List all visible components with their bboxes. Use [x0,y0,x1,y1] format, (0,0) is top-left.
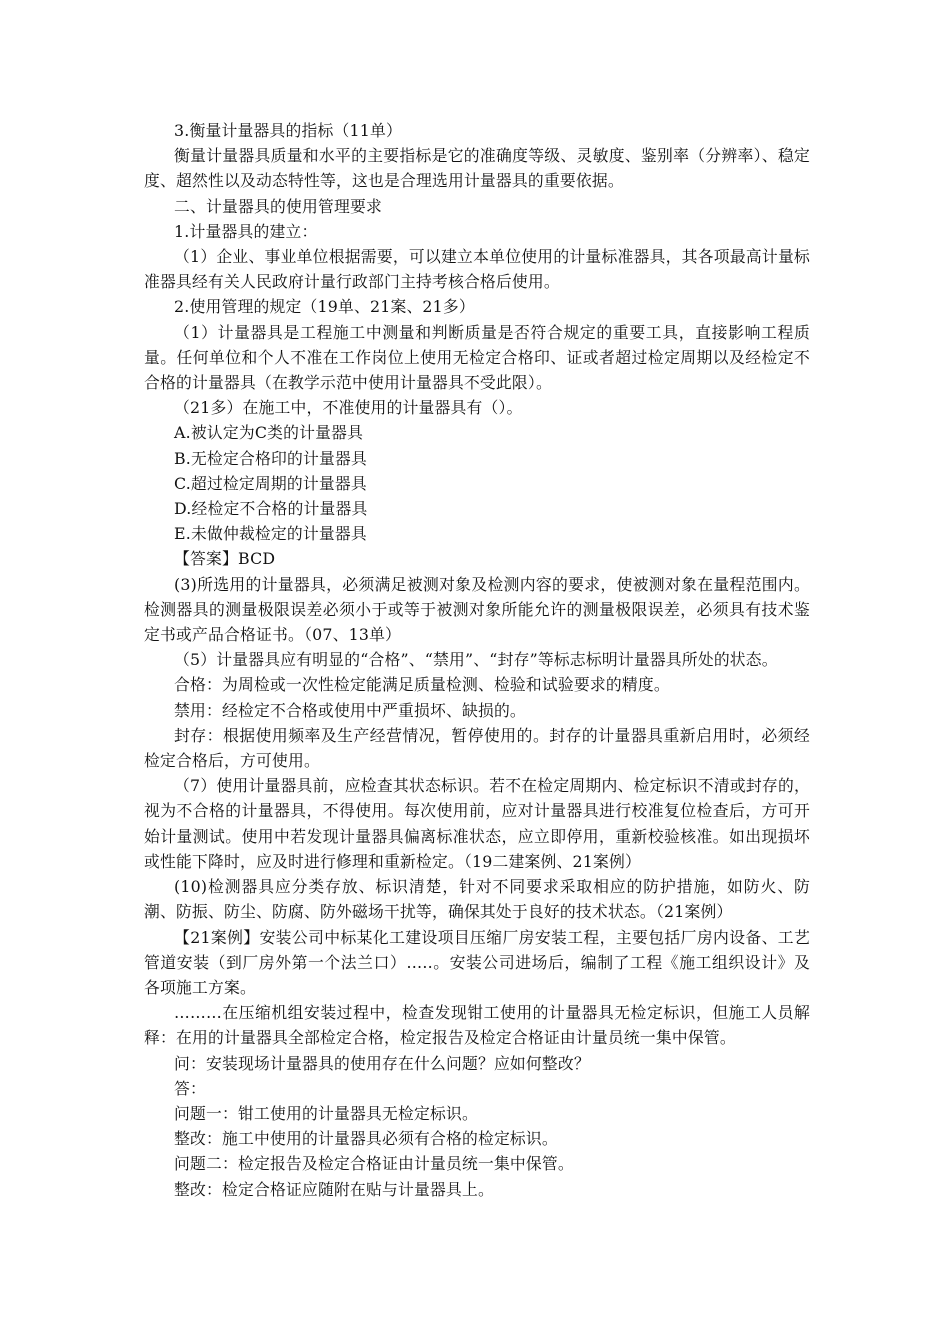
fix-one: 整改：施工中使用的计量器具必须有合格的检定标识。 [174,1129,558,1149]
paragraph-rule-3: (3)所选用的计量器具，必须满足被测对象及检测内容的要求，使被测对象在量程范围内。检测器具的测量极限误差必须小于或等于被测对象所能允许的测量极限误差，必须具有技术鉴定书或产品合格证书。（07、13单） [144,574,810,645]
case-detail: ………在压缩机组安装过程中，检查发现钳工使用的计量器具无检定标识，但施工人员解释：在用的计量器具全部检定合格，检定报告及检定合格证由计量员统一集中保管。 [144,1003,810,1048]
case-question: 问：安装现场计量器具的使用存在什么问题？应如何整改？ [174,1053,590,1073]
status-sealed: 封存：根据使用频率及生产经营情况，暂停使用的。封存的计量器具重新启用时，必须经检定合格后，方可使用。 [144,725,810,771]
option-a: A.被认定为C类的计量器具 [174,423,364,443]
paragraph-rule-1: （1）计量器具是工程施工中测量和判断质量是否符合规定的重要工具，直接影响工程质量。任何单位和个人不准在工作岗位上使用无检定合格印、证或者超过检定周期以及经检定不合格的计量器具（在教学示范中使用计量器具不受此限）。 [144,322,810,393]
status-disabled: 禁用：经检定不合格或使用中严重损坏、缺损的。 [174,700,526,720]
case-intro: 【21案例】安装公司中标某化工建设项目压缩厂房安装工程，主要包括厂房内设备、工艺管道安装（到厂房外第一个法兰口）…..。安装公司进场后，编制了工程《施工组织设计》及各项施工方案。 [144,927,810,997]
option-b: B.无检定合格印的计量器具 [174,448,367,468]
document-page [144,118,810,1202]
problem-one: 问题一：钳工使用的计量器具无检定标识。 [174,1103,478,1123]
answer: 【答案】BCD [174,549,276,569]
paragraph-establishment: （1）企业、事业单位根据需要，可以建立本单位使用的计量标准器具，其各项最高计量标准器具经有关人民政府计量行政部门主持考核合格后使用。 [144,247,810,292]
option-e: E.未做仲裁检定的计量器具 [174,524,367,544]
fix-two: 整改：检定合格证应随附在贴与计量器具上。 [174,1179,494,1199]
subheading-establishment: 1.计量器具的建立： [174,221,318,241]
paragraph-rule-10: (10)检测器具应分类存放、标识清楚，针对不同要求采取相应的防护措施，如防火、防潮、防振、防尘、防腐、防外磁场干扰等，确保其处于良好的技术状态。（21案例） [144,877,810,922]
option-c: C.超过检定周期的计量器具 [174,473,367,493]
status-qualified: 合格：为周检或一次性检定能满足质量检测、检验和试验要求的精度。 [174,675,670,695]
section-heading-indicators: 3.衡量计量器具的指标（11单） [174,121,402,140]
paragraph-rule-5: （5）计量器具应有明显的“合格”、“禁用”、“封存”等标志标明计量器具所处的状态。 [174,650,778,670]
question-stem: （21多）在施工中，不准使用的计量器具有（）。 [174,398,523,418]
paragraph-rule-7: （7）使用计量器具前，应检查其状态标识。若不在检定周期内、检定标识不清或封存的，视为不合格的计量器具，不得使用。每次使用前，应对计量器具进行校准复位检查后，方可开始计量测试。使用中若发现计量器具偏离标准状态，应立即停用，重新校验核准。如出现损坏或性能下降时，应及时进行修理和重新检定。（19二建案例、21案例） [144,776,810,871]
case-answer-label: 答： [174,1078,206,1098]
option-d: D.经检定不合格的计量器具 [174,499,368,519]
paragraph-indicators: 衡量计量器具质量和水平的主要指标是它的准确度等级、灵敏度、鉴别率（分辨率）、稳定度、超然性以及动态特性等，这也是合理选用计量器具的重要依据。 [144,146,810,191]
section-heading-management: 二、计量器具的使用管理要求 [174,196,382,216]
problem-two: 问题二：检定报告及检定合格证由计量员统一集中保管。 [174,1154,574,1174]
subheading-rules: 2.使用管理的规定（19单、21案、21多） [174,297,475,317]
